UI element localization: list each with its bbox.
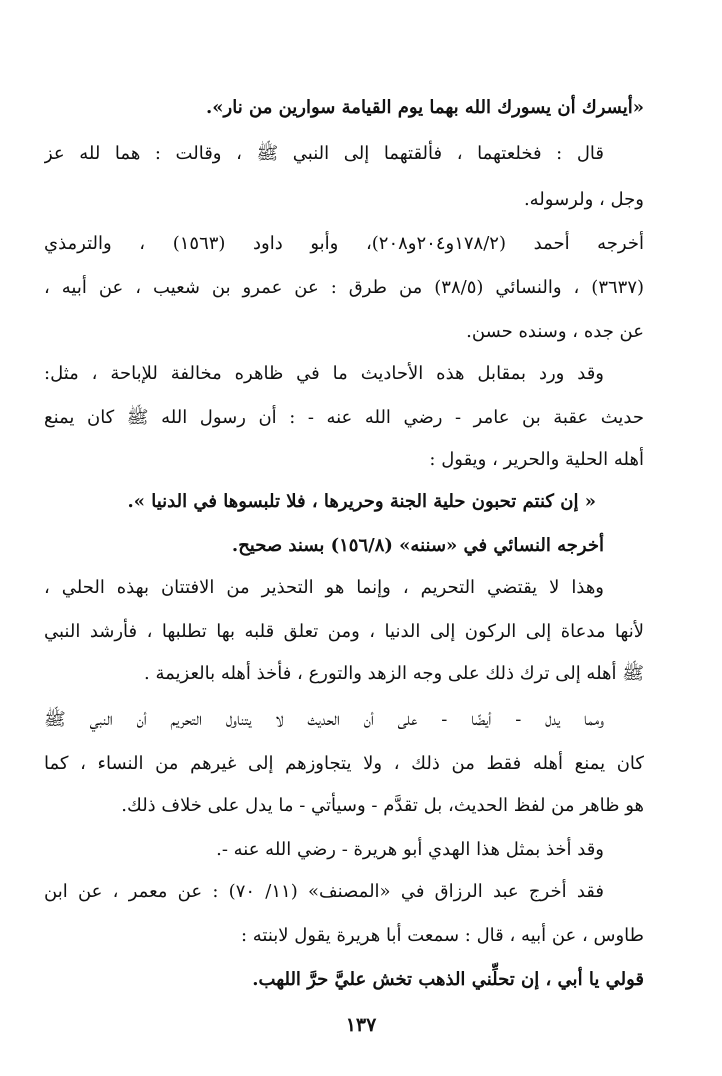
text-line-11: أخرجه النسائي في «سننه» (١٥٦/٨) بسند صحيح. (231, 535, 604, 556)
book-page (44, 86, 644, 990)
text-line-14: ﷺ أهله إلى ترك ذلك على وجه الزهد والتورع ، فأخذ أهله بالعزيمة . (144, 663, 644, 684)
text-line-20: طاوس ، عن أبيه ، قال : سمعت أبا هريرة يقول لابنته : (240, 925, 644, 946)
text-line-2: قال : فخلعتهما ، فألقتهما إلى النبي ﷺ ، وقالت : هما لله عز (44, 143, 604, 164)
text-line-18: وقد أخذ بمثل هذا الهدي أبو هريرة - رضي الله عنه -. (216, 839, 604, 860)
text-line-4: أخرجه أحمد (١٧٨/٢و٢٠٤و٢٠٨)، وأبو داود (١٥٦٣) ، والترمذي (44, 233, 644, 254)
text-line-12: وهذا لا يقتضي التحريم ، وإنما هو التحذير من الافتتان بهذه الحلي ، (44, 577, 604, 598)
text-line-9: أهله الحلية والحرير ، ويقول : (429, 449, 644, 470)
text-line-1: «أيسرك أن يسورك الله بهما يوم القيامة سوارين من نار». (206, 97, 644, 118)
text-line-13: لأنها مدعاة إلى الركون إلى الدنيا ، ومن تعلق قلبه بها تطلبها ، فأرشد النبي (44, 621, 644, 642)
text-line-3: وجل ، ولرسوله. (523, 189, 644, 210)
page-number: ١٣٧ (345, 1014, 377, 1036)
poetry-line: قولي يا أبي ، إن تحلِّني الذهب تخش عليَّ حرَّ اللهب. (252, 969, 644, 990)
text-line-6: عن جده ، وسنده حسن. (466, 321, 644, 342)
text-line-16: كان يمنع أهله فقط من ذلك ، ولا يتجاوزهم إلى غيرهم من النساء ، كما (44, 753, 644, 774)
text-line-15: ومما يدل - أيضًا - على أن الحديث لا يتناول التحريم أن النبي ﷺ (44, 709, 604, 730)
text-line-17: هو ظاهر من لفظ الحديث، بل تقدَّم - وسيأتي - ما يدل على خلاف ذلك. (121, 795, 644, 816)
text-line-8: حديث عقبة بن عامر - رضي الله عنه - : أن رسول الله ﷺ كان يمنع (44, 407, 644, 428)
hadith-quote: « إن كنتم تحبون حلية الجنة وحريرها ، فلا تلبسوها في الدنيا ». (127, 491, 596, 512)
text-line-19: فقد أخرج عبد الرزاق في «المصنف» (١١/ ٧٠) : عن معمر ، عن ابن (44, 881, 604, 902)
text-line-5: (٣٦٣٧) ، والنسائي (٣٨/٥) من طرق : عن عمرو بن شعيب ، عن أبيه ، (44, 277, 644, 298)
text-line-7: وقد ورد بمقابل هذه الأحاديث ما في ظاهره مخالفة للإباحة ، مثل: (44, 363, 604, 384)
